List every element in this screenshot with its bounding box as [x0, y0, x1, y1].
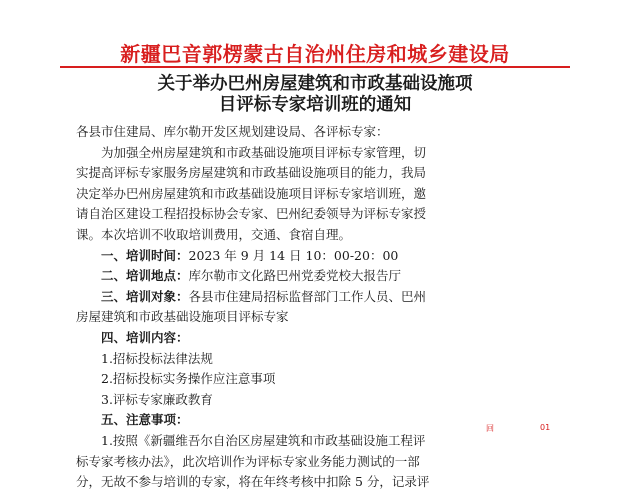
- content-item-3: 3.评标专家廉政教育: [101, 391, 213, 407]
- salutation: 各县市住建局、库尔勒开发区规划建设局、各评标专家：: [76, 124, 389, 139]
- paragraph-1-line-3: 决定举办巴州房屋建筑和市政基础设施项目评标专家培训班，邀: [76, 185, 427, 201]
- paragraph-1-line-5: 课。本次培训不收取培训费用，交通、食宿自理。: [76, 226, 352, 242]
- item-training-location-label: 二、培训地点：: [101, 268, 189, 284]
- notice-title: [0, 74, 630, 116]
- note-line-1: 1.按照《新疆维吾尔自治区房屋建筑和市政基础设施工程评: [101, 432, 426, 448]
- item-training-location-value: 库尔勒市文化路巴州党委党校大报告厅: [188, 268, 402, 284]
- notice-body: [76, 122, 554, 493]
- footer-right-mark: 01: [540, 423, 551, 432]
- item-training-audience-label: 三、培训对象：: [101, 288, 189, 304]
- content-item-1: 1.招标投标法律法规: [101, 350, 213, 366]
- item-training-location: [76, 266, 554, 287]
- content-item-2: 2.招标投标实务操作应注意事项: [101, 371, 276, 387]
- item-training-audience-value-1: 各县市住建局招标监督部门工作人员、巴州: [188, 288, 427, 304]
- item-training-audience: [76, 287, 554, 308]
- paragraph-1-line-4: 请自治区建设工程招投标协会专家、巴州纪委领导为评标专家授: [76, 206, 427, 222]
- item-notes-label: 五、注意事项：: [101, 412, 189, 428]
- item-training-time-value: 2023 年 9 月 14 日 10：00-20：00: [188, 247, 399, 263]
- item-training-content-label: 四、培训内容：: [101, 329, 189, 345]
- item-training-time-label: 一、培训时间：: [101, 247, 189, 263]
- item-training-time: [76, 246, 554, 267]
- note-line-2: 标专家考核办法》，此次培训作为评标专家业务能力测试的一部: [76, 453, 420, 469]
- issuing-organization-header: 新疆巴音郭楞蒙古自治州住房和城乡建设局: [120, 42, 510, 66]
- note-line-3: 分，无故不参与培训的专家，将在年终考核中扣除 5 分，记录评: [76, 474, 430, 490]
- paragraph-1-line-1: 为加强全州房屋建筑和市政基础设施项目评标专家管理，切: [101, 144, 427, 160]
- red-separator-line: [60, 66, 570, 68]
- notice-title-line-1: 关于举办巴州房屋建筑和市政基础设施项: [157, 74, 473, 94]
- footer-left-mark: 回: [486, 424, 494, 433]
- notice-title-line-2: 目评标专家培训班的通知: [218, 95, 412, 115]
- item-training-audience-line-2: 房屋建筑和市政基础设施项目评标专家: [76, 309, 289, 325]
- paragraph-1-line-2: 实提高评标专家服务房屋建筑和市政基础设施项目的能力，我局: [76, 165, 427, 181]
